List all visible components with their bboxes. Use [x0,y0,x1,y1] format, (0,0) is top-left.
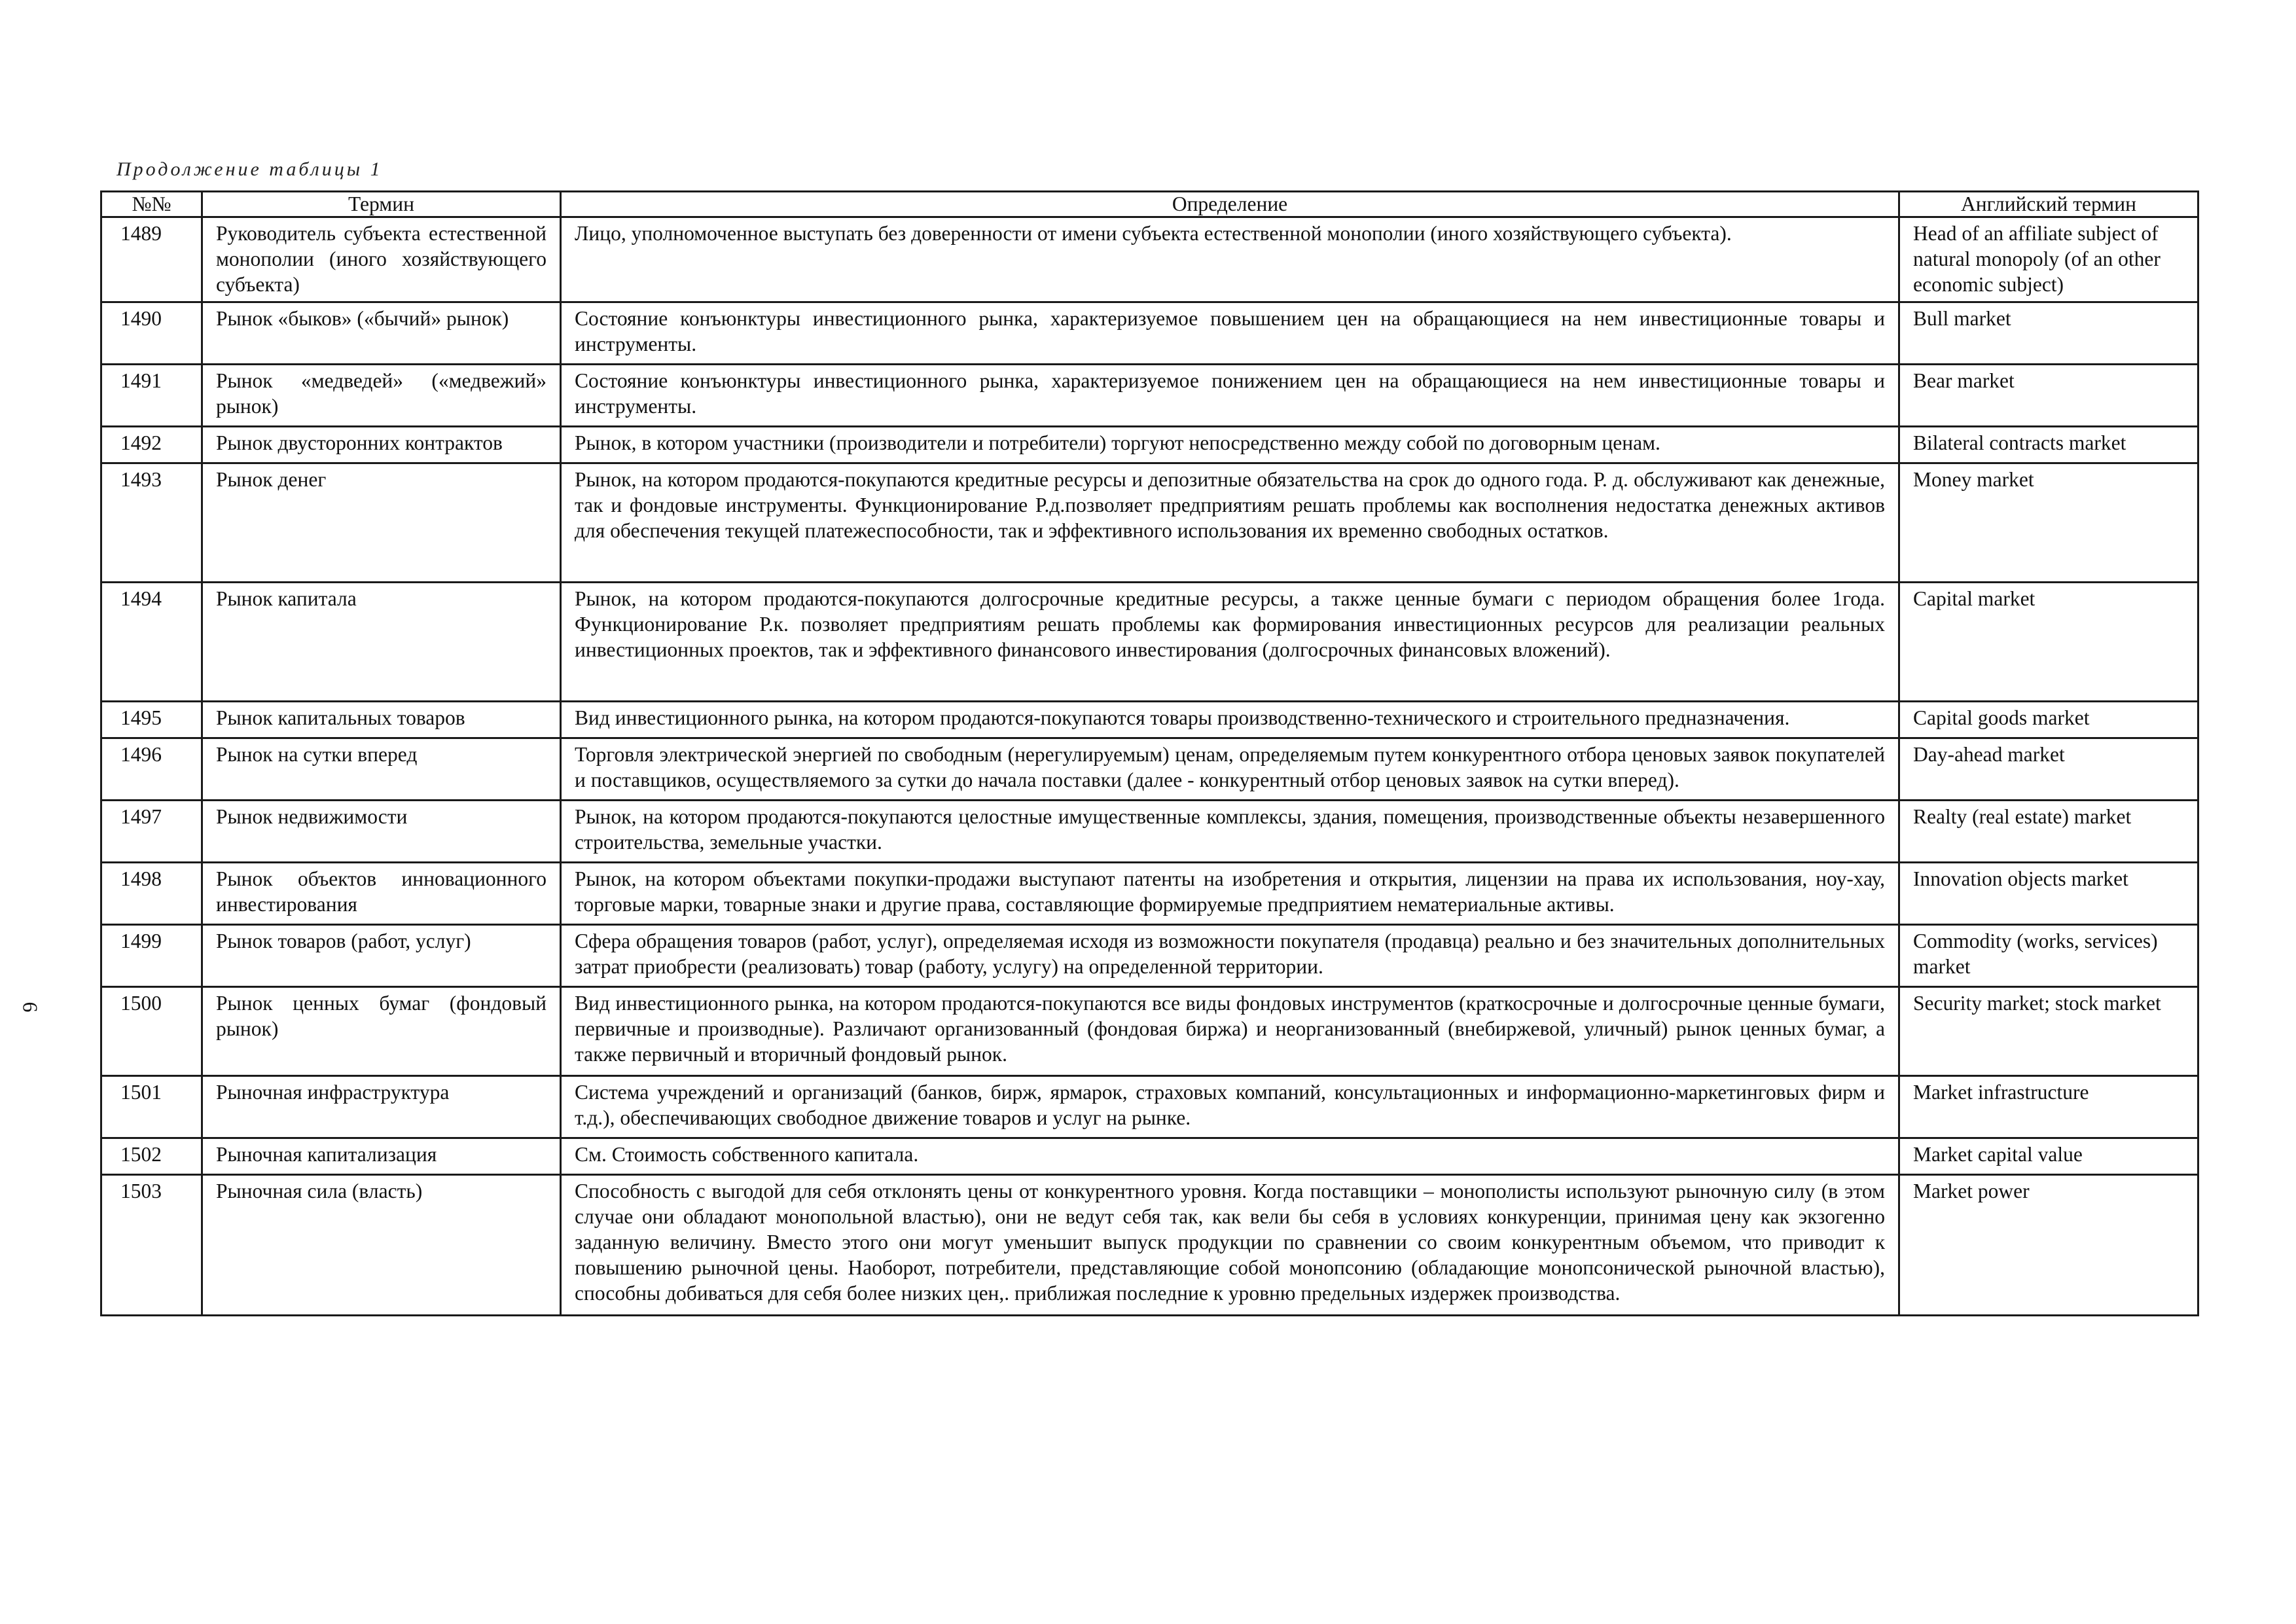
row-english-term: Head of an affiliate subject of natural monopoly (of an other economic subject) [1899,217,2198,302]
row-definition: Сфера обращения товаров (работ, услуг), определяемая исходя из возможности покупателя (продавца) реально и без значительных дополнительных затрат приобрести (реализовать) товар (работу, услугу) на определенной территории. [561,925,1899,987]
row-number: 1498 [101,863,202,925]
row-definition: См. Стоимость собственного капитала. [561,1138,1899,1175]
row-term: Рынок на сутки вперед [202,738,561,801]
row-number: 1491 [101,365,202,427]
row-english-term: Market infrastructure [1899,1076,2198,1138]
row-definition: Рынок, на котором продаются-покупаются целостные имущественные комплексы, здания, помещения, производственные объекты незавершенного строительства, земельные участки. [561,801,1899,863]
row-english-term: Capital goods market [1899,702,2198,738]
row-number: 1490 [101,302,202,365]
row-term: Рынок денег [202,463,561,583]
table-row [101,702,2198,738]
table-row [101,925,2198,987]
row-english-term: Security market; stock market [1899,987,2198,1076]
row-definition: Рынок, в котором участники (производители и потребители) торгуют непосредственно между собой по договорным ценам. [561,427,1899,463]
row-number: 1503 [101,1175,202,1316]
row-definition: Лицо, уполномоченное выступать без доверенности от имени субъекта естественной монополии (иного хозяйствующего субъекта). [561,217,1899,302]
row-term: Рынок товаров (работ, услуг) [202,925,561,987]
table-row [101,738,2198,801]
row-definition: Рынок, на котором продаются-покупаются долгосрочные кредитные ресурсы, а также ценные бумаги с периодом обращения более 1года. Функционирование Р.к. позволяет предприятиям решать проблемы как формирования инвестиционных ресурсов для реализации реальных инвестиционных проектов, так и эффективного финансового инвестирования (долгосрочных финансовых вложений). [561,583,1899,702]
table-row [101,1138,2198,1175]
table-row [101,1175,2198,1316]
table-row [101,302,2198,365]
row-term: Рыночная инфраструктура [202,1076,561,1138]
row-term: Рынок капитальных товаров [202,702,561,738]
row-term: Рыночная капитализация [202,1138,561,1175]
row-term: Рынок «медведей» («медвежий» рынок) [202,365,561,427]
glossary-table [100,190,2199,1316]
row-english-term: Money market [1899,463,2198,583]
table-caption: Продолжение таблицы 1 [117,158,383,180]
table-row [101,365,2198,427]
table-row [101,863,2198,925]
header-definition: Определение [561,192,1899,217]
table-header-row [101,192,2198,217]
row-term: Рынок «быков» («бычий» рынок) [202,302,561,365]
row-english-term: Bull market [1899,302,2198,365]
row-definition: Состояние конъюнктуры инвестиционного рынка, характеризуемое повышением цен на обращающиеся на нем инвестиционные товары и инструменты. [561,302,1899,365]
row-number: 1493 [101,463,202,583]
row-number: 1502 [101,1138,202,1175]
table-row [101,1076,2198,1138]
page-number: 6 [18,1001,43,1013]
row-number: 1492 [101,427,202,463]
header-english-term: Английский термин [1899,192,2198,217]
row-definition: Способность с выгодой для себя отклонять цены от конкурентного уровня. Когда поставщики – монополисты используют рыночную силу (в этом случае они обладают монопольной властью), они не ведут себя так, как вели бы себя в условиях конкуренции, принимая цену как экзогенно заданную величину. Вместо этого они могут уменьшит выпуск продукции по сравнении со своим конкурентным объемом, что приводит к повышению рыночной цены. Наоборот, потребители, представляющие собой монопсонию (обладающие монопсонической рыночной властью), способны добиваться для себя более низких цен,. приближая последние к уровню предельных издержек производства. [561,1175,1899,1316]
table-row [101,987,2198,1076]
row-english-term: Capital market [1899,583,2198,702]
row-english-term: Bilateral contracts market [1899,427,2198,463]
row-term: Рынок объектов инновационного инвестирования [202,863,561,925]
row-number: 1497 [101,801,202,863]
row-number: 1496 [101,738,202,801]
row-definition: Рынок, на котором объектами покупки-продажи выступают патенты на изобретения и открытия, лицензии на права их использования, ноу-хау, торговые марки, товарные знаки и другие права, составляющие формируемые предприятием нематериальные активы. [561,863,1899,925]
row-term: Руководитель субъекта естественной монополии (иного хозяйствующего субъекта) [202,217,561,302]
table-row [101,801,2198,863]
table-row [101,217,2198,302]
row-english-term: Market capital value [1899,1138,2198,1175]
header-term: Термин [202,192,561,217]
row-definition: Система учреждений и организаций (банков, бирж, ярмарок, страховых компаний, консультационных и информационно-маркетинговых фирм и т.д.), обеспечивающих свободное движение товаров и услуг на рынке. [561,1076,1899,1138]
row-number: 1500 [101,987,202,1076]
row-number: 1494 [101,583,202,702]
table-body [101,217,2198,1316]
header-number: №№ [101,192,202,217]
row-number: 1489 [101,217,202,302]
row-term: Рынок ценных бумаг (фондовый рынок) [202,987,561,1076]
row-term: Рынок капитала [202,583,561,702]
table-row [101,427,2198,463]
row-term: Рынок двусторонних контрактов [202,427,561,463]
row-definition: Состояние конъюнктуры инвестиционного рынка, характеризуемое понижением цен на обращающиеся на нем инвестиционные товары и инструменты. [561,365,1899,427]
row-english-term: Commodity (works, services) market [1899,925,2198,987]
row-number: 1501 [101,1076,202,1138]
row-definition: Торговля электрической энергией по свободным (нерегулируемым) ценам, определяемым путем конкурентного отбора ценовых заявок покупателей и поставщиков, осуществляемого за сутки до начала поставки (далее - конкурентный отбор ценовых заявок на сутки вперед). [561,738,1899,801]
table-row [101,583,2198,702]
row-term: Рынок недвижимости [202,801,561,863]
row-english-term: Bear market [1899,365,2198,427]
row-english-term: Realty (real estate) market [1899,801,2198,863]
row-number: 1495 [101,702,202,738]
row-definition: Вид инвестиционного рынка, на котором продаются-покупаются все виды фондовых инструментов (краткосрочные и долгосрочные ценные бумаги, первичные и производные). Различают организованный (фондовая биржа) и неорганизованный (внебиржевой, уличный) рынок ценных бумаг, а также первичный и вторичный фондовый рынок. [561,987,1899,1076]
row-term: Рыночная сила (власть) [202,1175,561,1316]
row-number: 1499 [101,925,202,987]
row-definition: Рынок, на котором продаются-покупаются кредитные ресурсы и депозитные обязательства на срок до одного года. Р. д. обслуживают как денежные, так и фондовые инструменты. Функционирование Р.д.позволяет предприятиям решать проблемы как восполнения недостатка денежных активов для обеспечения текущей платежеспособности, так и эффективного использования их временно свободных остатков. [561,463,1899,583]
row-english-term: Innovation objects market [1899,863,2198,925]
row-english-term: Market power [1899,1175,2198,1316]
row-english-term: Day-ahead market [1899,738,2198,801]
row-definition: Вид инвестиционного рынка, на котором продаются-покупаются товары производственно-технического и строительного предназначения. [561,702,1899,738]
table-row [101,463,2198,583]
